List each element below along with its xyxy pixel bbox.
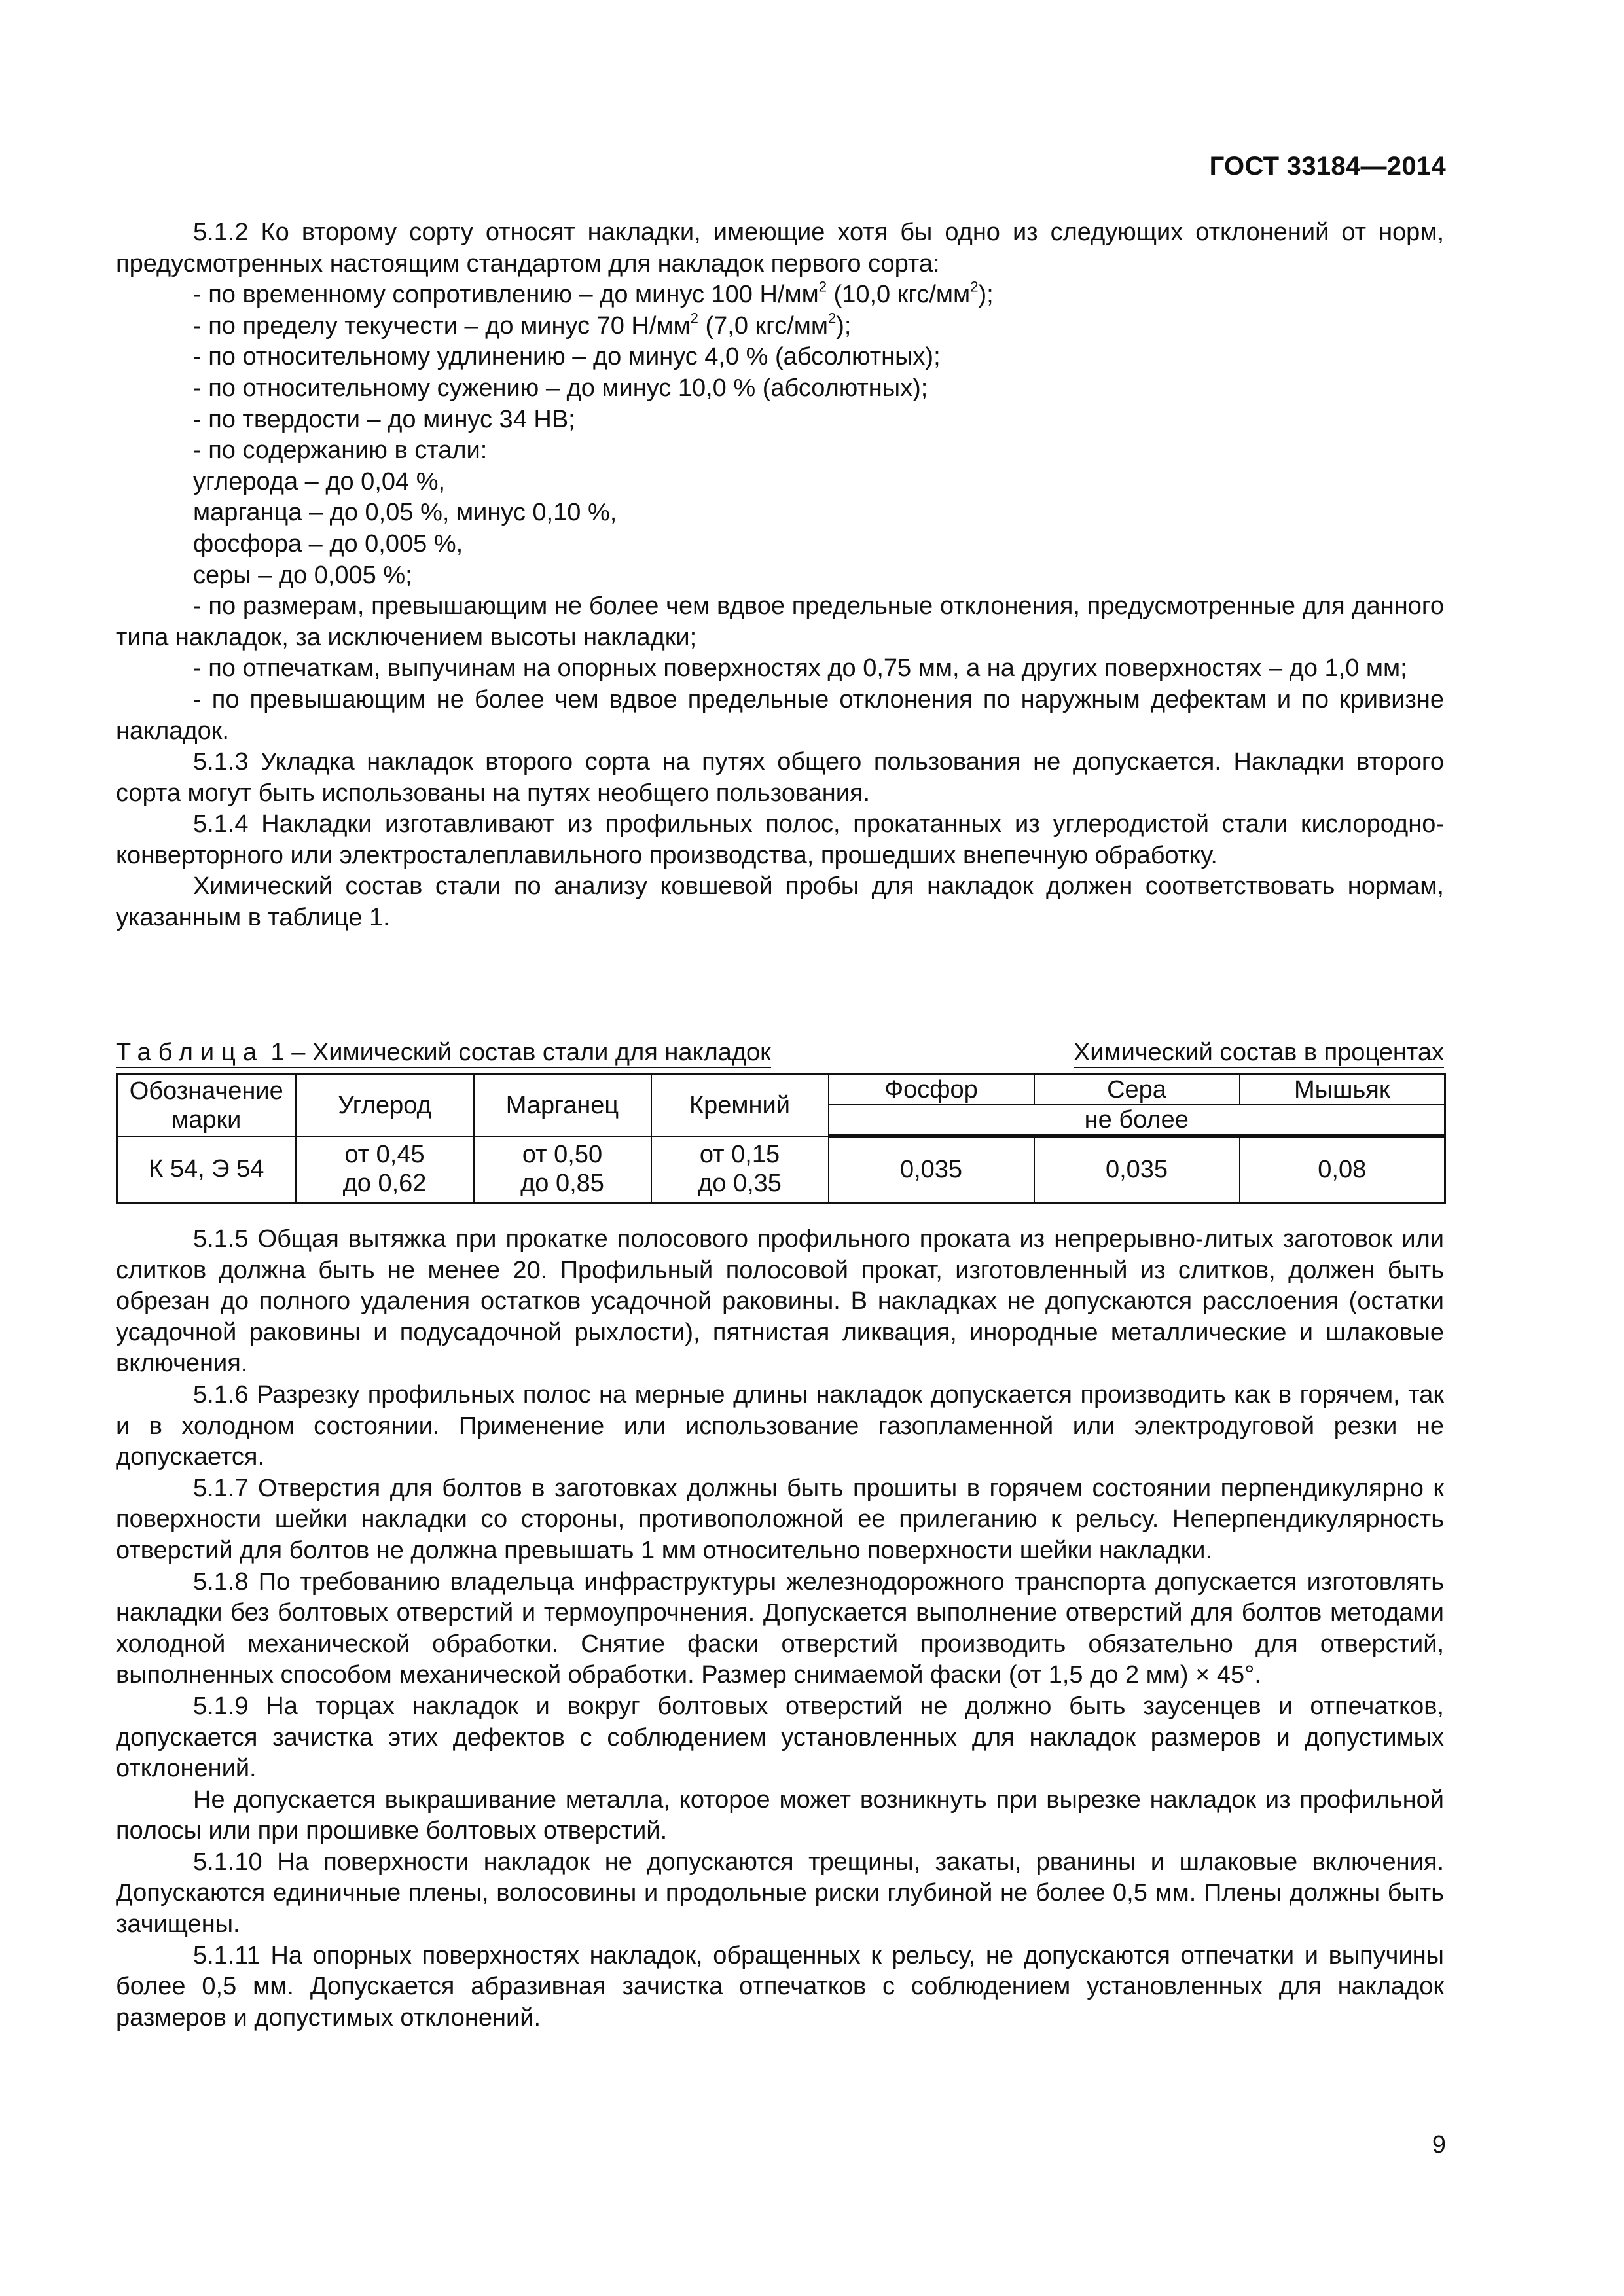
table-title-text: 1 – Химический состав стали для накладок: [264, 1039, 771, 1066]
deviation-tensile-strength-end: );: [978, 281, 994, 309]
table-row: [117, 1136, 1445, 1203]
cell-manganese-to: до 0,85: [520, 1170, 604, 1198]
section-5-1-2-to-5-1-4: [116, 217, 1444, 934]
content-manganese: марганца – до 0,05 %, минус 0,10 %,: [193, 499, 617, 527]
superscript-2: 2: [970, 278, 979, 295]
cell-silicon-to: до 0,35: [698, 1170, 782, 1198]
clause-5-1-2: 5.1.2 Ко второму сорту относят накладки, имеющие хотя бы одно из следующих отклонений от норм, предусмотренных настоящим стандартом для накладок первого сорта:: [116, 219, 1444, 278]
cell-sulfur: 0,035: [1034, 1136, 1240, 1203]
superscript-2: 2: [818, 278, 827, 295]
table-1-title: [116, 1038, 771, 1068]
cell-phosphorus: 0,035: [829, 1136, 1034, 1203]
chemical-composition-paragraph: Химический состав стали по анализу ковшевой пробы для накладок должен соответствовать нормам, указанным в таблице 1.: [116, 872, 1444, 932]
header-phosphorus: Фосфор: [829, 1075, 1034, 1105]
clause-5-1-3: 5.1.3 Укладка накладок второго сорта на путях общего пользования не допускается. Накладки второго сорта могут быть использованы на путях необщего пользования.: [116, 748, 1444, 807]
deviation-hardness: - по твердости – до минус 34 НВ;: [193, 405, 575, 433]
cell-carbon: [296, 1136, 474, 1203]
standard-designation: ГОСТ 33184—2014: [1209, 152, 1446, 181]
deviation-reduction-of-area: - по относительному сужению – до минус 10,0 % (абсолютных);: [193, 374, 928, 402]
section-5-1-5-to-5-1-11: [116, 1224, 1444, 2034]
chipping-paragraph: Не допускается выкрашивание металла, которое может возникнуть при вырезке накладок из профильной полосы или при прошивке болтовых отверстий.: [116, 1785, 1444, 1845]
deviation-yield-strength-text: - по пределу текучести – до минус 70 Н/мм: [193, 312, 691, 340]
deviation-dimensions: - по размерам, превышающим не более чем вдвое предельные отклонения, предусмотренные для данного типа накладок, за исключением высоты накладки;: [116, 592, 1444, 651]
clause-5-1-7: 5.1.7 Отверстия для болтов в заготовках должны быть прошиты в горячем состоянии перпендикулярно к поверхности шейки накладки со стороны, противоположной ее прилеганию к рельсу. Неперпендикулярность отверстий для болтов не должна превышать 1 мм относительно поверхности шейки накладки.: [116, 1474, 1444, 1564]
deviation-prints: - по отпечаткам, выпучинам на опорных поверхностях до 0,75 мм, а на других поверхностях – до 1,0 мм;: [193, 655, 1407, 683]
cell-grade: К 54, Э 54: [117, 1136, 296, 1203]
header-carbon: Углерод: [296, 1075, 474, 1136]
table-header-row: [117, 1075, 1445, 1105]
clause-5-1-5: 5.1.5 Общая вытяжка при прокатке полосового профильного проката из непрерывно-литых заготовок или слитков должна быть не менее 20. Профильный полосовой прокат, изготовленный из слитков, должен быть обрезан до полного удаления остатков усадочной раковины. В накладках не допускаются расслоения (остатки усадочной раковины и подусадочной рыхлости), пятнистая ликвация, инородные металлические и шлаковые включения.: [116, 1225, 1444, 1378]
content-sulfur: серы – до 0,005 %;: [193, 561, 412, 589]
clause-5-1-11: 5.1.11 На опорных поверхностях накладок, обращенных к рельсу, не допускаются отпечатки и выпучины более 0,5 мм. Допускается абразивная зачистка отпечатков с соблюдением установленных для накладок размеров и допустимых отклонений.: [116, 1941, 1444, 2032]
deviation-tensile-strength-kgf: (10,0 кгс/мм: [827, 281, 971, 309]
content-carbon: углерода – до 0,04 %,: [193, 467, 446, 495]
deviation-tensile-strength-text: - по временному сопротивлению – до минус 100 Н/мм: [193, 281, 819, 309]
header-grade: Обозначение марки: [117, 1075, 296, 1136]
superscript-2: 2: [690, 310, 698, 327]
cell-carbon-to: до 0,62: [342, 1170, 427, 1198]
table-label: Таблица: [116, 1039, 264, 1066]
cell-silicon-from: от 0,15: [699, 1141, 780, 1169]
deviation-steel-content: - по содержанию в стали:: [193, 437, 488, 465]
table-1-caption: [116, 1038, 1444, 1068]
page-number: 9: [1432, 2131, 1446, 2159]
header-not-more-than: не более: [829, 1105, 1445, 1136]
cell-carbon-from: от 0,45: [344, 1141, 425, 1169]
header-manganese: Марганец: [474, 1075, 651, 1136]
deviation-yield-strength-kgf: (7,0 кгс/мм: [698, 312, 828, 340]
table-1-chemical-composition: [116, 1073, 1446, 1204]
cell-manganese-from: от 0,50: [522, 1141, 603, 1169]
cell-manganese: [474, 1136, 651, 1203]
cell-arsenic: 0,08: [1240, 1136, 1445, 1203]
header-silicon: Кремний: [651, 1075, 829, 1136]
superscript-2: 2: [827, 310, 837, 327]
clause-5-1-9: 5.1.9 На торцах накладок и вокруг болтовых отверстий не должно быть заусенцев и отпечатков, допускается зачистка этих дефектов с соблюдением установленных для накладок размеров и допустимых отклонений.: [116, 1692, 1444, 1783]
deviation-yield-strength-end: );: [836, 312, 852, 340]
clause-5-1-6: 5.1.6 Разрезку профильных полос на мерные длины накладок допускается производить как в горячем, так и в холодном состоянии. Применение или использование газопламенной или электродуговой резки не допускается.: [116, 1380, 1444, 1471]
clause-5-1-4: 5.1.4 Накладки изготавливают из профильных полос, прокатанных из углеродистой стали кислородно-конверторного или электросталеплавильного производства, прошедших внепечную обработку.: [116, 810, 1444, 869]
table-1-units: Химический состав в процентах: [1074, 1038, 1444, 1068]
deviation-defects: - по превышающим не более чем вдвое предельные отклонения по наружным дефектам и по кривизне накладок.: [116, 685, 1444, 745]
header-sulfur: Сера: [1034, 1075, 1240, 1105]
content-phosphorus: фосфора – до 0,005 %,: [193, 529, 463, 558]
deviation-elongation: - по относительному удлинению – до минус 4,0 % (абсолютных);: [193, 343, 941, 371]
deviation-tensile-strength: [116, 279, 1444, 311]
deviation-yield-strength: [116, 311, 1444, 342]
cell-silicon: [651, 1136, 829, 1203]
clause-5-1-10: 5.1.10 На поверхности накладок не допускаются трещины, закаты, рванины и шлаковые включения. Допускаются единичные плены, волосовины и продольные риски глубиной не более 0,5 мм. Плены должны быть зачищены.: [116, 1848, 1444, 1939]
header-arsenic: Мышьяк: [1240, 1075, 1445, 1105]
clause-5-1-8: 5.1.8 По требованию владельца инфраструктуры железнодорожного транспорта допускается изготовлять накладки без болтовых отверстий и термоупрочнения. Допускается выполнение отверстий для болтов методами холодной механической обработки. Снятие фаски отверстий производить обязательно для отверстий, выполненных способом механической обработки. Размер снимаемой фаски (от 1,5 до 2 мм) × 45°.: [116, 1568, 1444, 1689]
